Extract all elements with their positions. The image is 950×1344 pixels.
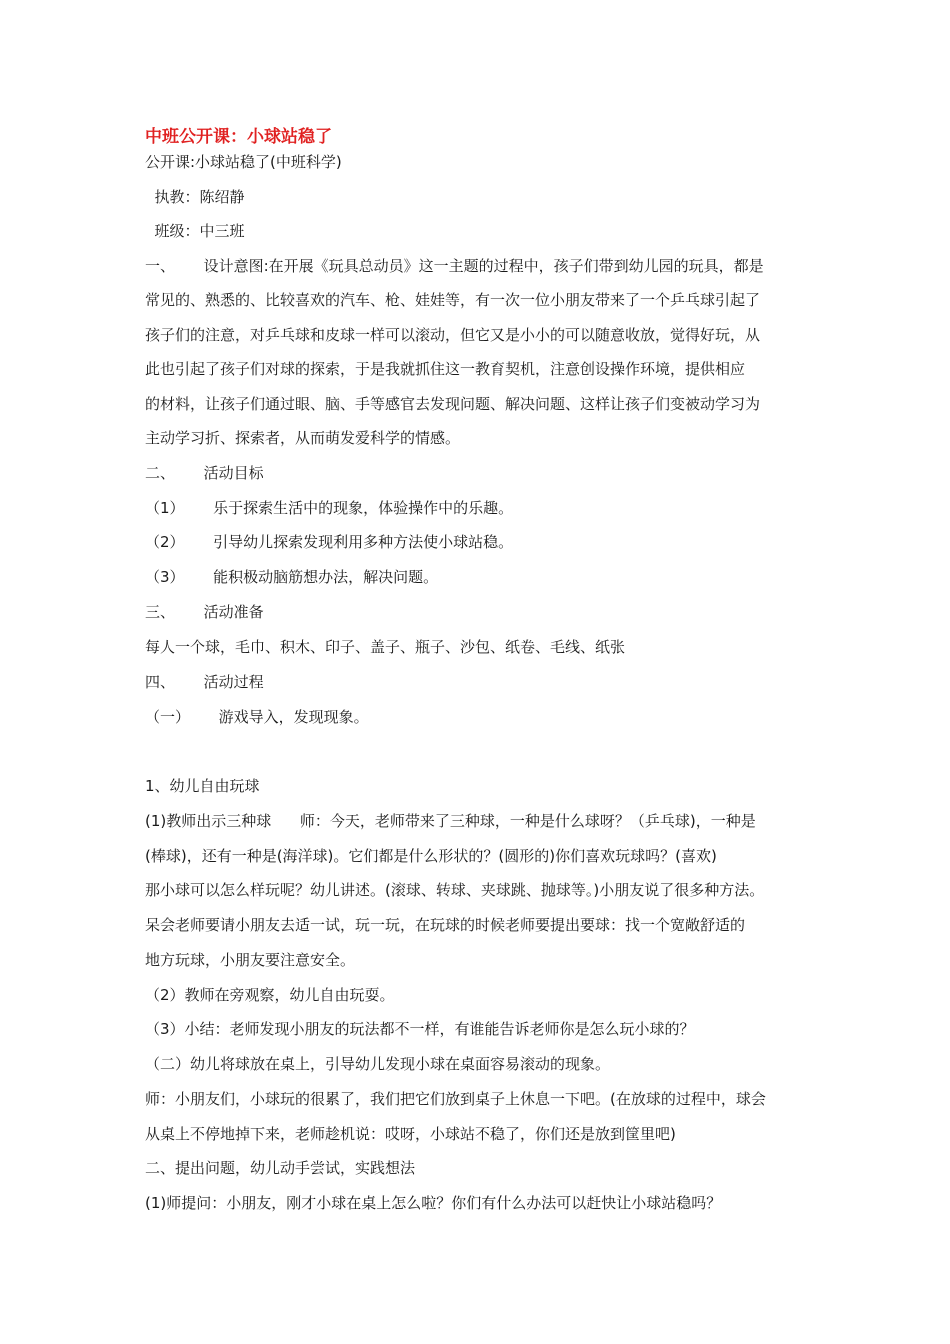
text-line: 地方玩球，小朋友要注意安全。 xyxy=(145,951,356,969)
text-line: 师：小朋友们，小球玩的很累了，我们把它们放到桌子上休息一下吧。(在放球的过程中，球会 xyxy=(145,1090,766,1108)
text-line: 执教：陈绍静 xyxy=(145,188,245,206)
text-line: （3）小结：老师发现小朋友的玩法都不一样，有谁能告诉老师你是怎么玩小球的？ xyxy=(145,1020,695,1038)
text-line: (棒球)，还有一种是(海洋球)。它们都是什么形状的？(圆形的)你们喜欢玩球吗？(喜欢) xyxy=(145,847,717,865)
text-line: 班级：中三班 xyxy=(145,222,245,240)
document-title: 中班公开课：小球站稳了 xyxy=(145,127,332,147)
text-line: （3） 能积极动脑筋想办法，解决问题。 xyxy=(145,568,439,586)
text-line: （二）幼儿将球放在桌上，引导幼儿发现小球在桌面容易滚动的现象。 xyxy=(145,1055,611,1073)
text-line: 二、 活动目标 xyxy=(145,464,264,482)
text-line: 孩子们的注意，对乒乓球和皮球一样可以滚动，但它又是小小的可以随意收放，觉得好玩，从 xyxy=(145,326,761,344)
text-line: （1） 乐于探索生活中的现象，体验操作中的乐趣。 xyxy=(145,499,514,517)
text-line: 公开课:小球站稳了(中班科学) xyxy=(145,153,342,171)
text-line: 每人一个球，毛巾、积木、印子、盖子、瓶子、沙包、纸卷、毛线、纸张 xyxy=(145,638,626,656)
text-line: 四、 活动过程 xyxy=(145,673,264,691)
text-line: 的材料，让孩子们通过眼、脑、手等感官去发现问题、解决问题、这样让孩子们变被动学习为 xyxy=(145,395,761,413)
text-line: (1)教师出示三种球 师：今天，老师带来了三种球，一种是什么球呀？（乒乓球)，一种是 xyxy=(145,812,756,830)
text-line: 三、 活动准备 xyxy=(145,603,264,621)
text-line: 呆会老师要请小朋友去适一试，玩一玩，在玩球的时候老师要提出要球：找一个宽敞舒适的 xyxy=(145,916,746,934)
text-line: 主动学习折、探索者，从而萌发爱科学的情感。 xyxy=(145,429,461,447)
text-line: 一、 设计意图:在开展《玩具总动员》这一主题的过程中，孩子们带到幼儿园的玩具，都是 xyxy=(145,257,764,275)
text-line: （一） 游戏导入，发现现象。 xyxy=(145,708,369,726)
text-line: 常见的、熟悉的、比较喜欢的汽车、枪、娃娃等，有一次一位小朋友带来了一个乒乓球引起了 xyxy=(145,291,761,309)
text-line: 此也引起了孩子们对球的探索，于是我就抓住这一教育契机，注意创设操作环境，提供相应 xyxy=(145,360,746,378)
text-line: (1)师提问：小朋友，刚才小球在桌上怎么啦？你们有什么办法可以赶快让小球站稳吗？ xyxy=(145,1194,722,1212)
text-line: （2） 引导幼儿探索发现利用多种方法使小球站稳。 xyxy=(145,533,514,551)
text-line: 从桌上不停地掉下来，老师趁机说：哎呀，小球站不稳了，你们还是放到筐里吧) xyxy=(145,1125,676,1143)
text-line: 二、提出问题，幼儿动手尝试，实践想法 xyxy=(145,1159,416,1177)
text-line: （2）教师在旁观察，幼儿自由玩耍。 xyxy=(145,986,395,1004)
text-line: 那小球可以怎么样玩呢？幼儿讲述。(滚球、转球、夹球跳、抛球等。)小朋友说了很多种方法。 xyxy=(145,881,765,899)
text-line: 1、幼儿自由玩球 xyxy=(145,777,260,795)
